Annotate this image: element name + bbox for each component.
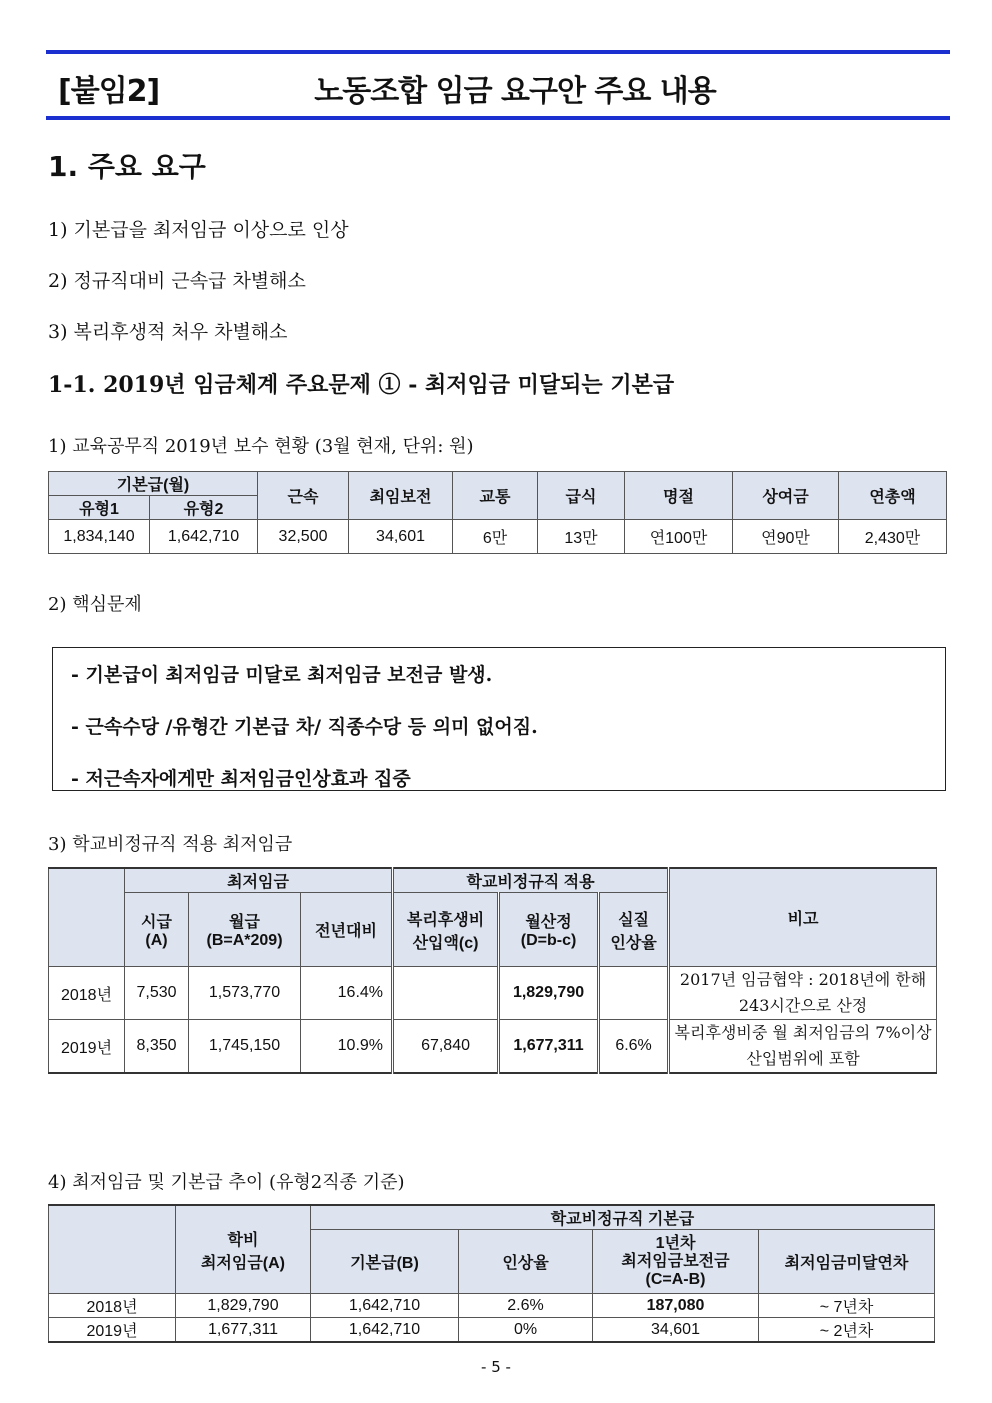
table-cell: 67,840 <box>393 1020 499 1074</box>
attachment-label: [붙임2] <box>58 74 160 109</box>
header-cell: 유형2 <box>150 496 258 520</box>
header-cell: 근속 <box>258 472 349 520</box>
table-cell: 1,745,150 <box>189 1020 301 1074</box>
table-cell: 34,601 <box>593 1318 759 1343</box>
header-school-base: 학교비정규직 기본급 <box>311 1205 935 1230</box>
page-title: 노동조합 임금 요구안 주요 내용 <box>314 74 716 109</box>
table-row <box>49 1020 937 1074</box>
table-cell: 1,829,790 <box>499 967 599 1020</box>
issue-line: - 근속수당 /유형간 기본급 차/ 직종수당 등 의미 없어짐. <box>71 716 538 738</box>
header-base-pay: 기본급(월) <box>49 472 258 496</box>
bottom-rule <box>46 116 950 120</box>
top-rule <box>46 50 950 54</box>
table-cell: 1,829,790 <box>176 1294 311 1318</box>
min-wage-table <box>48 867 937 1074</box>
list-item: 3) 복리후생적 처우 차별해소 <box>48 321 288 343</box>
table-cell: 2,430만 <box>839 520 947 554</box>
header-cell: 최임보전 <box>349 472 453 520</box>
header-cell: 실질 인상율 <box>599 893 669 967</box>
header-cell: 연총액 <box>839 472 947 520</box>
table-cell: 1,677,311 <box>176 1318 311 1343</box>
table-row <box>49 520 947 554</box>
section-caption: 2) 핵심문제 <box>48 594 142 615</box>
table-cell: 7,530 <box>125 967 189 1020</box>
trend-table <box>48 1204 935 1343</box>
header-min-wage: 최저임금 <box>125 868 393 893</box>
table-row <box>49 1294 935 1318</box>
pay-status-table <box>48 471 947 554</box>
header-note: 비고 <box>669 868 937 967</box>
header-cell: 인상율 <box>459 1230 593 1294</box>
table-cell: 10.9% <box>301 1020 393 1074</box>
table-cell: 1,642,710 <box>150 520 258 554</box>
table-cell-note: 2017년 임금협약 : 2018년에 한해 243시간으로 산정 <box>669 967 937 1020</box>
table-cell: 연90만 <box>733 520 839 554</box>
table-cell: 2019년 <box>49 1020 125 1074</box>
table-cell: 32,500 <box>258 520 349 554</box>
page-number: - 5 - <box>481 1358 511 1376</box>
header-cell: 학비 최저임금(A) <box>176 1205 311 1294</box>
list-item: 2) 정규직대비 근속급 차별해소 <box>48 270 306 292</box>
table-cell <box>599 967 669 1020</box>
table-cell: 6.6% <box>599 1020 669 1074</box>
header-cell: 복리후생비 산입액(c) <box>393 893 499 967</box>
table-cell: 2.6% <box>459 1294 593 1318</box>
table-cell: 0% <box>459 1318 593 1343</box>
table-row <box>49 967 937 1020</box>
header-cell: 교통 <box>453 472 538 520</box>
table-cell: 1,642,710 <box>311 1318 459 1343</box>
table-cell: 1,834,140 <box>49 520 150 554</box>
table-cell: 16.4% <box>301 967 393 1020</box>
section-heading: 1. 주요 요구 <box>48 150 206 183</box>
table-cell: 1,573,770 <box>189 967 301 1020</box>
header-cell: 급식 <box>538 472 625 520</box>
header-cell: 전년대비 <box>301 893 393 967</box>
table-cell: 2018년 <box>49 1294 176 1318</box>
header-cell: 1년차 최저임금보전금 (C=A-B) <box>593 1230 759 1294</box>
table-caption: 4) 최저임금 및 기본급 추이 (유형2직종 기준) <box>48 1172 405 1193</box>
table-cell: 2019년 <box>49 1318 176 1343</box>
table-row <box>49 1318 935 1343</box>
header-cell: 최저임금미달연차 <box>759 1230 935 1294</box>
issue-line: - 저근속자에게만 최저임금인상효과 집중 <box>71 768 411 790</box>
table-cell: 8,350 <box>125 1020 189 1074</box>
list-item: 1) 기본급을 최저임금 이상으로 인상 <box>48 219 349 241</box>
header-cell: 상여금 <box>733 472 839 520</box>
header-cell: 유형1 <box>49 496 150 520</box>
table-cell: ~ 7년차 <box>759 1294 935 1318</box>
table-cell: 13만 <box>538 520 625 554</box>
table-cell: 187,080 <box>593 1294 759 1318</box>
header-cell: 기본급(B) <box>311 1230 459 1294</box>
header-cell: 월급 (B=A*209) <box>189 893 301 967</box>
header-cell-empty <box>49 1205 176 1294</box>
header-school-apply: 학교비정규직 적용 <box>393 868 669 893</box>
table-caption: 3) 학교비정규직 적용 최저임금 <box>48 834 293 855</box>
core-issue-box <box>52 647 946 791</box>
header-cell: 명절 <box>625 472 733 520</box>
table-cell: 6만 <box>453 520 538 554</box>
table-cell: ~ 2년차 <box>759 1318 935 1343</box>
issue-line: - 기본급이 최저임금 미달로 최저임금 보전금 발생. <box>71 664 493 686</box>
table-cell: 1,677,311 <box>499 1020 599 1074</box>
subsection-heading: 1-1. 2019년 임금체계 주요문제 ① - 최저임금 미달되는 기본급 <box>48 372 675 398</box>
header-cell-empty <box>49 868 125 967</box>
header-cell: 시급 (A) <box>125 893 189 967</box>
table-cell-note: 복리후생비중 월 최저임금의 7%이상 산입범위에 포함 <box>669 1020 937 1074</box>
table-cell: 34,601 <box>349 520 453 554</box>
table-cell <box>393 967 499 1020</box>
table-cell: 연100만 <box>625 520 733 554</box>
table-cell: 2018년 <box>49 967 125 1020</box>
header-cell: 월산정 (D=b-c) <box>499 893 599 967</box>
table-caption: 1) 교육공무직 2019년 보수 현황 (3월 현재, 단위: 원) <box>48 436 474 457</box>
table-cell: 1,642,710 <box>311 1294 459 1318</box>
